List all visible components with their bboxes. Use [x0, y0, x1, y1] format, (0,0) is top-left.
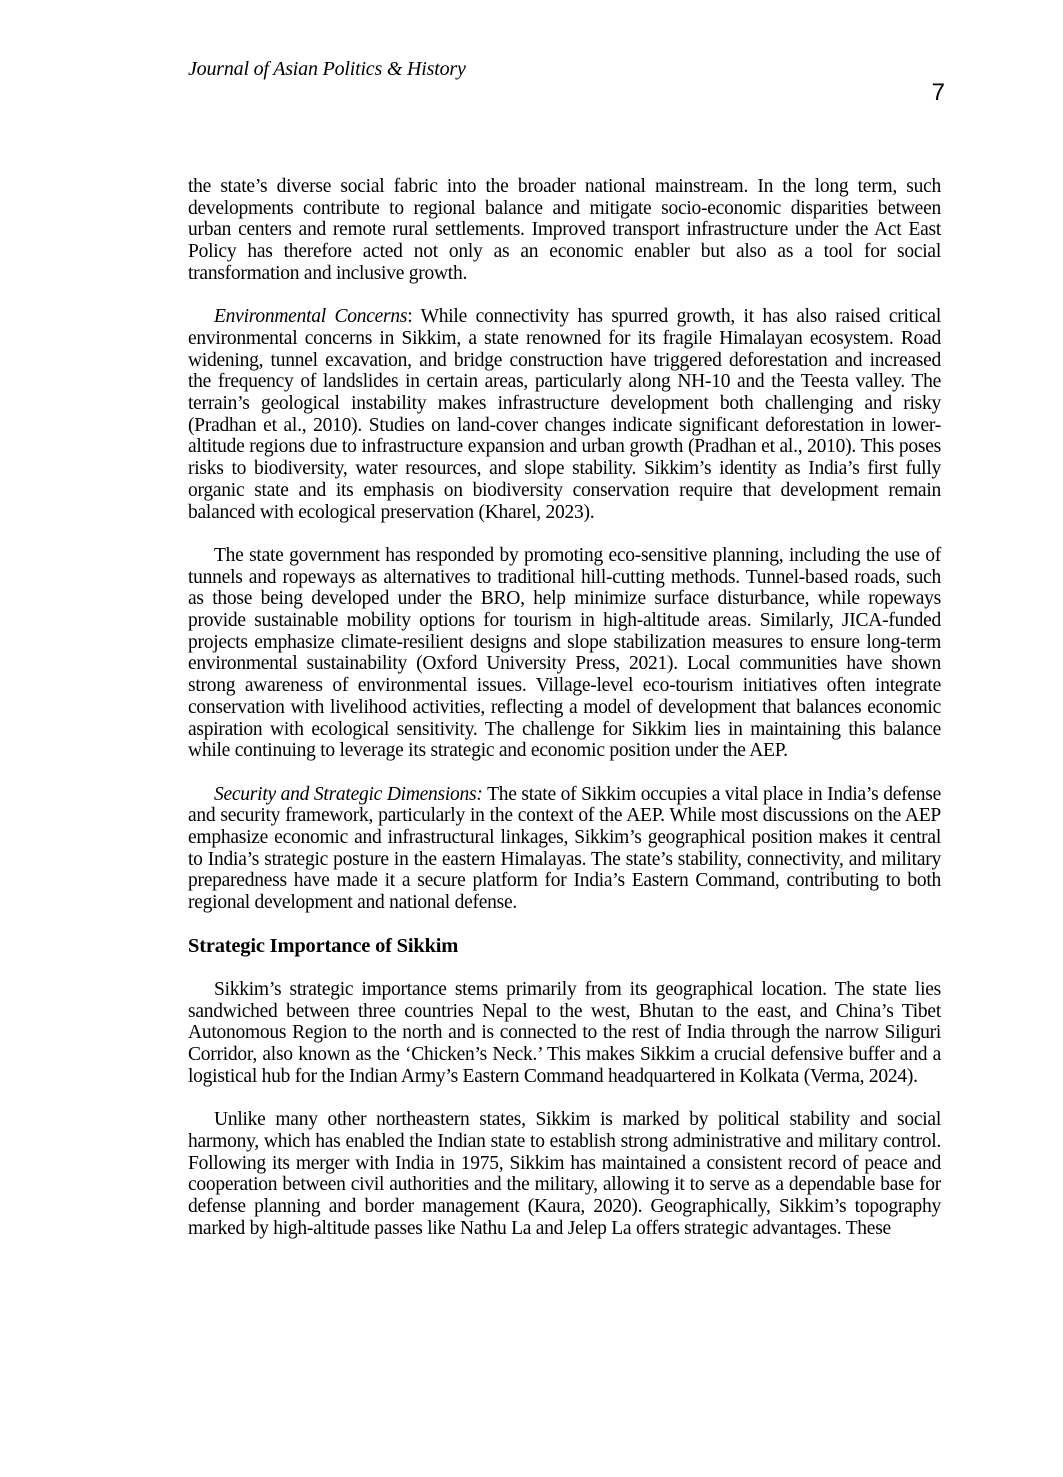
paragraph-text: : While connectivity has spurred growth, it has also raised critical environmental concerns in Sikkim, a state renowned for its fragile Himalayan ecosystem. Road widening, tunnel excavation, and bridge construction have triggered deforestation and increased the frequency of landslides in certain areas, particularly along NH-10 and the Teesta valley. The terrain’s geological instability makes infrastructure development both challenging and risky (Pradhan et al., 2010). Studies on land-cover changes indicate significant deforestation in lower-altitude regions due to infrastructure expansion and urban growth (Pradhan et al., 2010). This poses risks to biodiversity, water resources, and slope stability. Sikkim’s identity as India’s first fully organic state and its emphasis on biodiversity conservation require that development remain balanced with ecological preservation (Kharel, 2023). — [188, 306, 941, 523]
paragraph-text: The state of Sikkim occupies a vital place in India’s defense and security framework, particularly in the context of the AEP. While most discussions on the AEP emphasize economic and infrastructural linkages, Sikkim’s geographical position makes it central to India’s strategic posture in the eastern Himalayas. The state’s stability, connectivity, and military preparedness have made it a secure platform for India’s Eastern Command, contributing to both regional development and national defense. — [188, 783, 941, 914]
section-heading: Strategic Importance of Sikkim — [188, 934, 459, 957]
paragraph-political-stability — [188, 1109, 941, 1239]
running-header — [188, 58, 945, 106]
paragraph-eco-sensitive-planning — [188, 545, 941, 762]
paragraph-text: the state’s diverse social fabric into the broader national mainstream. In the long term, such developments contribute to regional balance and mitigate socio-economic disparities between urban centers and remote rural settlements. Improved transport infrastructure under the Act East Policy has therefore acted not only as an economic enabler but also as a tool for social transformation and inclusive growth. — [188, 176, 941, 284]
paragraph-lead-italic: Environmental Concerns — [214, 306, 408, 328]
journal-title: Journal of Asian Politics & History — [188, 58, 466, 80]
paragraph-continuation — [188, 176, 941, 285]
paragraph-geographical-location — [188, 979, 941, 1088]
paragraph-lead-italic: Security and Strategic Dimensions: — [214, 783, 483, 805]
article-body — [188, 176, 941, 1261]
page-number: 7 — [931, 79, 945, 106]
paragraph-security-strategic-dimensions — [188, 784, 941, 914]
paragraph-text: Unlike many other northeastern states, Sikkim is marked by political stability and social harmony, which has enabled the Indian state to establish strong administrative and military control. Following its merger with India in 1975, Sikkim has maintained a consistent record of peace and cooperation between civil authorities and the military, allowing it to serve as a dependable base for defense planning and border management (Kaura, 2020). Geographically, Sikkim’s topography marked by high-altitude passes like Nathu La and Jelep La offers strategic advantages. These — [188, 1109, 941, 1239]
paragraph-environmental-concerns — [188, 306, 941, 523]
paragraph-text: The state government has responded by promoting eco-sensitive planning, including the use of tunnels and ropeways as alternatives to traditional hill-cutting methods. Tunnel-based roads, such as those being developed under the BRO, help minimize surface disturbance, while ropeways provide sustainable mobility options for tourism in high-altitude areas. Similarly, JICA-funded projects emphasize climate-resilient designs and slope stabilization measures to ensure long-term environmental sustainability (Oxford University Press, 2021). Local communities have shown strong awareness of environmental issues. Village-level eco-tourism initiatives often integrate conservation with livelihood activities, reflecting a model of development that balances economic aspiration with ecological sensitivity. The challenge for Sikkim lies in maintaining this balance while continuing to leverage its strategic and economic position under the AEP. — [188, 544, 941, 762]
paragraph-text: Sikkim’s strategic importance stems primarily from its geographical location. The state lies sandwiched between three countries Nepal to the west, Bhutan to the east, and China’s Tibet Autonomous Region to the north and is connected to the rest of India through the narrow Siliguri Corridor, also known as the ‘Chicken’s Neck.’ This makes Sikkim a crucial defensive buffer and a logistical hub for the Indian Army’s Eastern Command headquartered in Kolkata (Verma, 2024). — [188, 978, 941, 1087]
